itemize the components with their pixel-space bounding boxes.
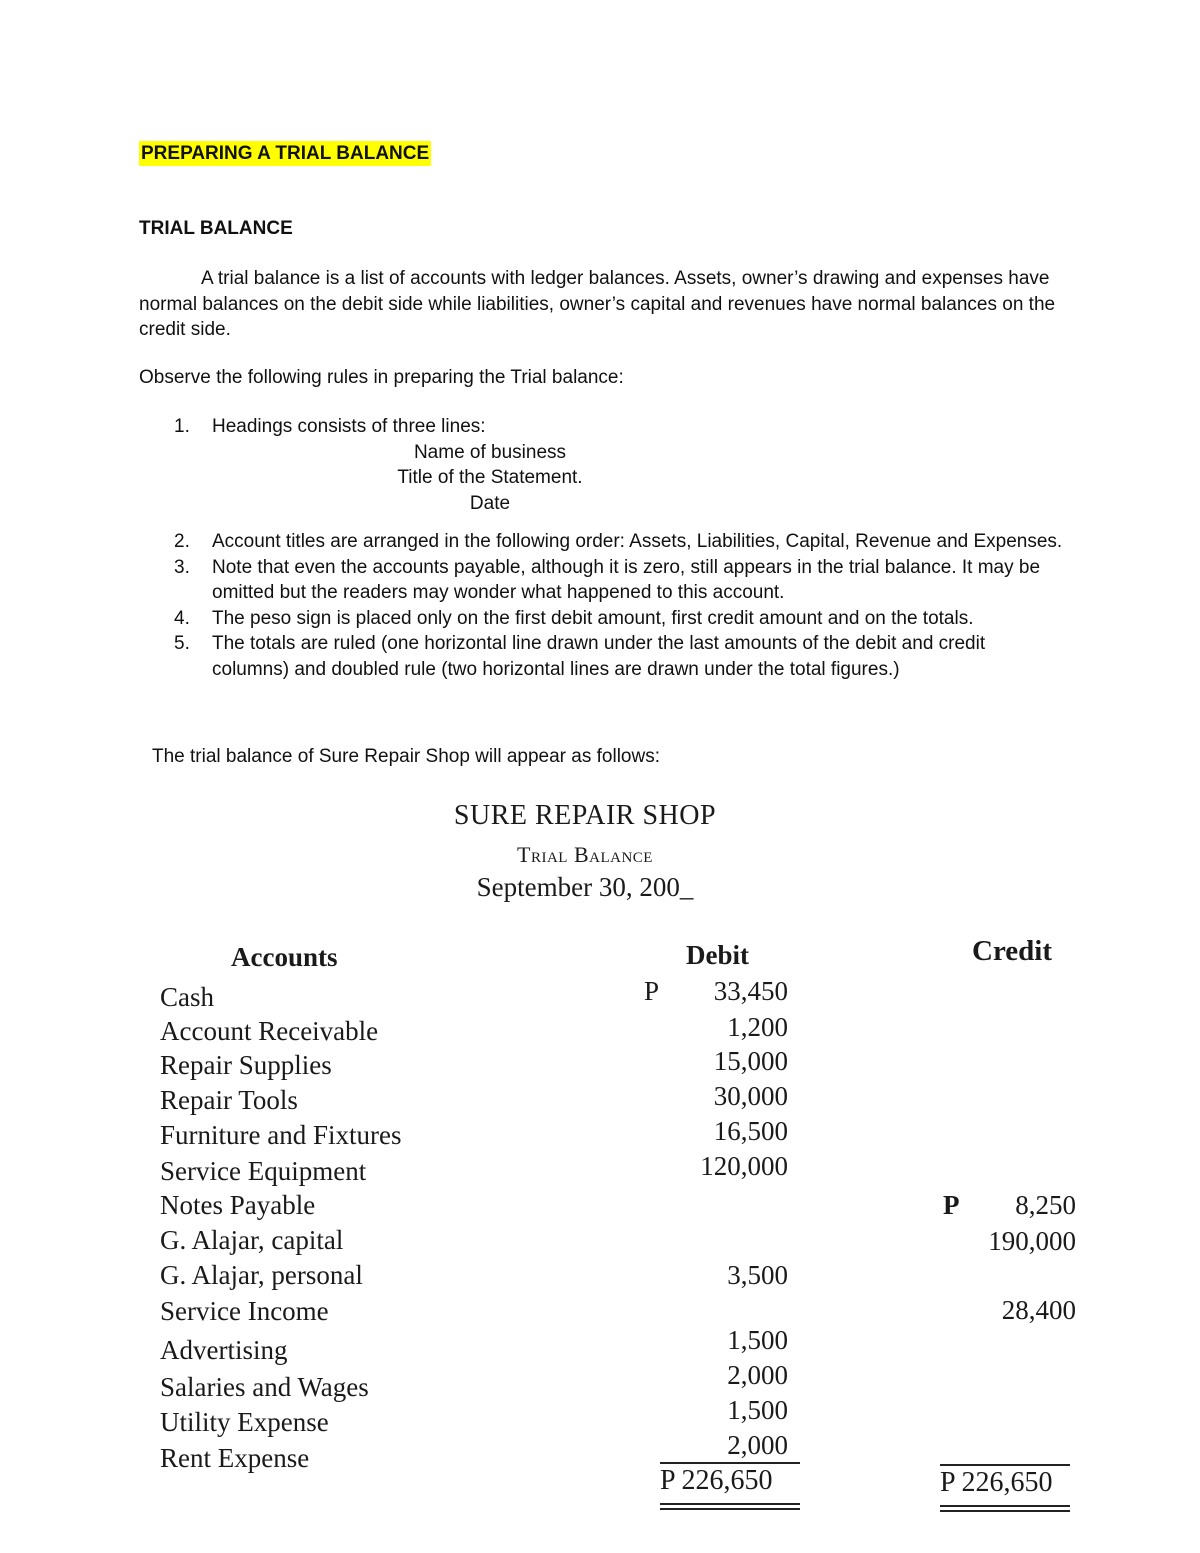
credit-amount: 28,400 (1001, 1295, 1076, 1325)
debit-amount: 3,500 (727, 1260, 788, 1290)
peso-sign-credit: P (943, 1190, 960, 1220)
account-name: Rent Expense (160, 1443, 310, 1473)
rule-text: Note that even the accounts payable, although it is zero, still appears in the trial balance. It may be omitted but the readers may wonder what happened to this account. (212, 556, 1041, 603)
intro-text: A trial balance is a list of accounts with ledger balances. Assets, owner’s drawing and expenses have normal balances on the debit side while liabilities, owner’s capital and revenues have normal balances on the credit side. (139, 268, 1056, 340)
rule-number: 2. (174, 531, 190, 552)
account-name: G. Alajar, personal (160, 1260, 363, 1290)
account-name: Furniture and Fixtures (160, 1120, 402, 1150)
debit-amount: 120,000 (700, 1151, 788, 1181)
debit-amount: 2,000 (727, 1430, 788, 1460)
debit-amount: 30,000 (713, 1081, 788, 1111)
statement-title: Trial Balance (517, 842, 653, 867)
subtotal-rule-debit (660, 1462, 800, 1464)
account-name: Service Equipment (160, 1156, 367, 1186)
debit-amount: 1,500 (727, 1325, 788, 1355)
main-title: PREPARING A TRIAL BALANCE (141, 143, 430, 164)
rule-item (164, 529, 1064, 555)
double-rule-debit (660, 1503, 800, 1505)
account-name: Repair Supplies (160, 1050, 332, 1080)
rule-number: 1. (174, 416, 190, 437)
rule-number: 4. (174, 607, 190, 629)
credit-amount: 190,000 (988, 1226, 1076, 1256)
account-name: G. Alajar, capital (160, 1225, 344, 1255)
peso-sign-debit: P (644, 976, 660, 1006)
rule-item (164, 414, 1064, 440)
debit-amount: 33,450 (713, 976, 788, 1006)
rule-item (164, 606, 1064, 632)
debit-amount: 15,000 (713, 1046, 788, 1076)
rules-list (164, 414, 1064, 682)
total-credit: P 226,650 (940, 1467, 1053, 1498)
intro-paragraph (139, 266, 1059, 343)
rule-item (164, 555, 1064, 606)
account-name: Account Receivable (160, 1016, 379, 1046)
observe-line: Observe the following rules in preparing the Trial balance: (139, 367, 624, 388)
debit-header: Debit (686, 940, 749, 970)
account-name: Utility Expense (160, 1407, 329, 1437)
heading-lines (0, 440, 940, 517)
debit-amount: 1,200 (727, 1012, 788, 1042)
rule-number: 5. (174, 633, 190, 654)
rule-text: Account titles are arranged in the following order: Assets, Liabilities, Capital, Revenue and Expenses. (212, 531, 1063, 552)
account-name: Notes Payable (160, 1190, 316, 1220)
credit-amount: 8,250 (1015, 1190, 1076, 1220)
account-name: Repair Tools (160, 1085, 298, 1115)
rule-number: 3. (174, 556, 190, 578)
rule-item (164, 631, 1064, 682)
debit-amount: 16,500 (713, 1116, 788, 1146)
total-debit: P 226,650 (660, 1465, 773, 1496)
rule-text: The totals are ruled (one horizontal line drawn under the last amounts of the debit and credit columns) and doubled rule (two horizontal lines are drawn under the total figures.) (212, 633, 986, 680)
appear-line: The trial balance of Sure Repair Shop will appear as follows: (152, 746, 660, 767)
heading-line: Title of the Statement. (397, 467, 583, 488)
account-name: Service Income (160, 1296, 329, 1326)
account-name: Salaries and Wages (160, 1372, 369, 1402)
statement-date: September 30, 200_ (476, 872, 694, 902)
trial-balance-scan (0, 790, 1200, 1530)
section-title: TRIAL BALANCE (139, 218, 293, 239)
accounts-header: Accounts (231, 942, 338, 972)
debit-amount: 1,500 (727, 1395, 788, 1425)
double-rule-debit (660, 1508, 800, 1510)
account-name: Advertising (160, 1335, 288, 1365)
heading-line: Date (469, 492, 511, 514)
double-rule-credit (940, 1505, 1070, 1507)
shop-name: SURE REPAIR SHOP (453, 800, 717, 831)
rule-text: Headings consists of three lines: (212, 416, 486, 437)
credit-header: Credit (972, 935, 1053, 967)
debit-amount: 2,000 (727, 1360, 788, 1390)
rule-text: The peso sign is placed only on the first debit amount, first credit amount and on the totals. (212, 607, 974, 629)
account-name: Cash (160, 982, 214, 1012)
heading-line: Name of business (413, 441, 567, 463)
subtotal-rule-credit (940, 1464, 1070, 1466)
double-rule-credit (940, 1510, 1070, 1512)
